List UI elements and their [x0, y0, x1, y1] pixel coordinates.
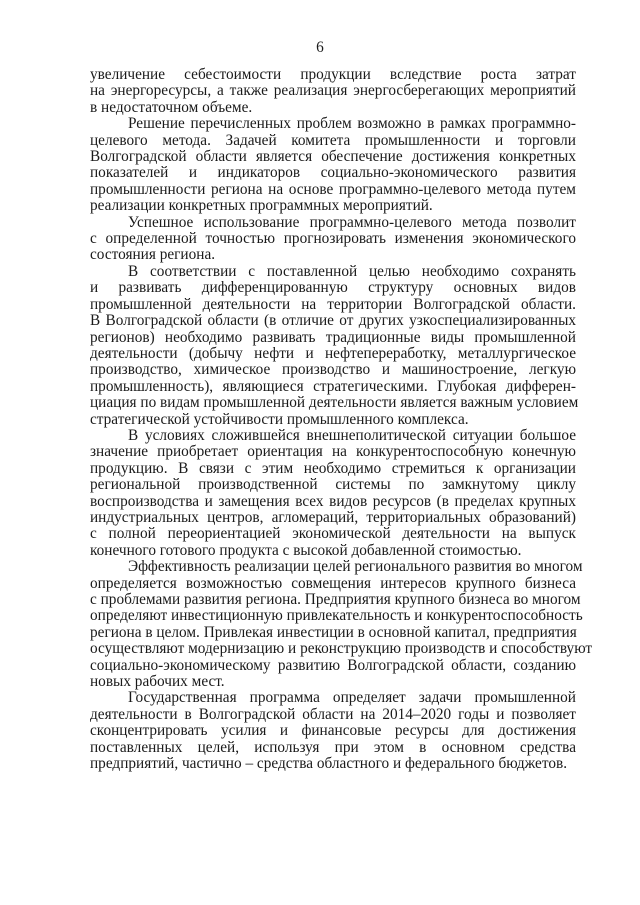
- text-line: Эффективность реализации целей регионального развития во многом: [128, 558, 583, 576]
- text-line: с проблемами развития региона. Предприятия крупного бизнеса во многом: [90, 591, 581, 608]
- text-line: региональной производственной системы по замкнутому циклу: [90, 476, 576, 494]
- text-line: промышленности региона на основе программно-целевого метода путем: [90, 180, 576, 198]
- text-line: промышленной деятельности на территории Волгоградской области.: [90, 295, 576, 313]
- text-line: определяется возможностью совмещения интересов крупного бизнеса: [90, 574, 576, 592]
- paragraph: [90, 67, 576, 116]
- text-line: целевого метода. Задачей комитета промышленности и торговли: [90, 131, 576, 149]
- paragraph: [90, 558, 593, 691]
- paragraph: [90, 116, 576, 214]
- text-line: воспроизводства и замещения всех видов ресурсов (в пределах крупных: [90, 492, 576, 510]
- text-line: социально-экономическому развитию Волгоградской области, созданию: [90, 656, 576, 674]
- text-line: деятельности в Волгоградской области на 2014–2020 годы и позволяет: [90, 705, 576, 723]
- text-line: новых рабочих мест.: [90, 673, 225, 691]
- text-line: показателей и индикаторов социально-экономического развития: [90, 164, 576, 182]
- text-line: региона в целом. Привлекая инвестиции в основной капитал, предприятия: [90, 623, 577, 641]
- paragraph: [90, 690, 576, 772]
- document-body: [90, 66, 593, 773]
- text-line: индустриальных центров, агломераций, территориальных образований): [90, 508, 576, 526]
- page-number: 6: [316, 39, 324, 56]
- paragraph: [90, 262, 579, 428]
- text-line: предприятий, частично – средства областного и федерального бюджетов.: [90, 755, 568, 773]
- text-line: промышленность), являющиеся стратегическими. Глубокая дифферен-: [90, 377, 576, 395]
- paragraph: [90, 215, 576, 264]
- text-line: поставленных целей, используя при этом в основном средства: [90, 738, 576, 756]
- text-line: циация по видам промышленной деятельности является важным условием: [90, 394, 579, 412]
- text-line: Волгоградской области является обеспечение достижения конкретных: [90, 148, 576, 166]
- text-line: в недостаточном объеме.: [90, 98, 253, 116]
- text-line: стратегической устойчивости промышленного комплекса.: [90, 410, 469, 428]
- text-line: сконцентрировать усилия и финансовые ресурсы для достижения: [90, 722, 576, 740]
- text-line: состояния региона.: [90, 246, 216, 264]
- text-line: В Волгоградской области (в отличие от других узкоспециализированных: [90, 312, 576, 330]
- text-line: Государственная программа определяет задачи промышленной: [128, 689, 576, 707]
- text-line: значение приобретает ориентация на конкурентоспособную конечную: [90, 443, 576, 461]
- text-line: Решение перечисленных проблем возможно в рамках программно-: [128, 115, 576, 133]
- text-line: деятельности (добычу нефти и нефтепереработку, металлургическое: [90, 344, 576, 362]
- text-line: определяют инвестиционную привлекательность и конкурентоспособность: [90, 607, 583, 625]
- paragraph: [90, 428, 576, 559]
- text-line: и развивать дифференцированную структуру основных видов: [90, 279, 576, 297]
- text-line: с полной переориентацией экономической деятельности на выпуск: [90, 525, 576, 543]
- text-line: конечного готового продукта с высокой добавленной стоимостью.: [90, 541, 522, 559]
- text-line: реализации конкретных программных мероприятий.: [90, 197, 433, 215]
- text-line: продукцию. В связи с этим необходимо стремиться к организации: [90, 459, 576, 477]
- text-line: с определенной точностью прогнозировать изменения экономического: [90, 230, 576, 248]
- text-line: Успешное использование программно-целевого метода позволит: [128, 213, 576, 231]
- text-line: производство, химическое производство и машиностроение, легкую: [90, 361, 576, 379]
- text-line: увеличение себестоимости продукции вследствие роста затрат: [90, 66, 576, 83]
- text-line: осуществляют модернизацию и реконструкцию производств и способствуют: [90, 640, 593, 658]
- text-line: на энергоресурсы, а также реализация энергосберегающих мероприятий: [90, 82, 576, 100]
- text-line: В условиях сложившейся внешнеполитической ситуации большое: [128, 426, 576, 444]
- text-line: регионов) необходимо развивать традиционные виды промышленной: [90, 328, 576, 346]
- text-line: В соответствии с поставленной целью необходимо сохранять: [128, 262, 576, 280]
